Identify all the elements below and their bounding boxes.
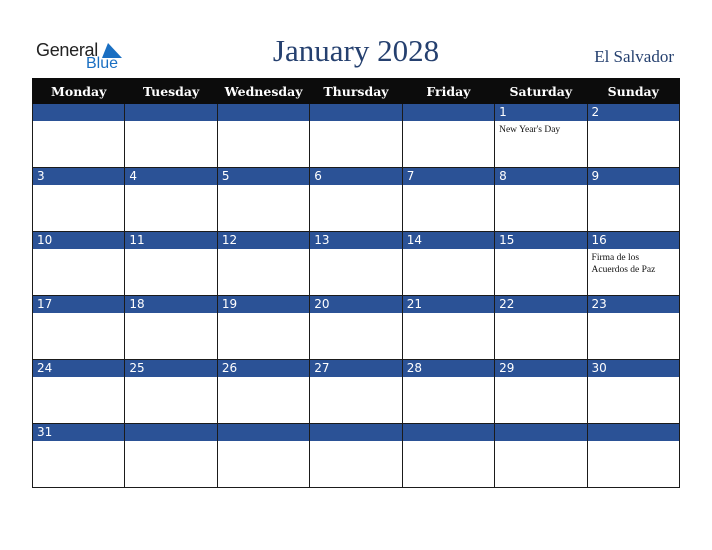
day-cell	[587, 168, 679, 232]
weekday-header: Saturday	[495, 79, 587, 104]
day-cell	[587, 232, 679, 296]
holiday-label	[218, 378, 309, 380]
holiday-label	[125, 378, 216, 380]
day-number: 25	[125, 360, 216, 378]
week-row	[33, 360, 680, 424]
day-cell	[310, 168, 402, 232]
weekday-header: Tuesday	[125, 79, 217, 104]
holiday-label	[403, 250, 494, 252]
holiday-label	[403, 442, 494, 444]
day-cell	[402, 168, 494, 232]
day-cell	[402, 360, 494, 424]
day-cell	[33, 296, 125, 360]
week-row	[33, 232, 680, 296]
day-cell	[495, 424, 587, 488]
day-number: 24	[33, 360, 124, 378]
day-number: 2	[588, 104, 679, 122]
day-cell	[402, 232, 494, 296]
holiday-label	[218, 250, 309, 252]
day-cell	[587, 104, 679, 168]
day-cell	[587, 424, 679, 488]
holiday-label	[588, 186, 679, 188]
day-cell	[402, 104, 494, 168]
day-number: 31	[33, 424, 124, 442]
day-number: 14	[403, 232, 494, 250]
day-cell	[217, 360, 309, 424]
day-number: 16	[588, 232, 679, 250]
weekday-header: Wednesday	[217, 79, 309, 104]
holiday-label	[218, 122, 309, 124]
holiday-label	[310, 250, 401, 252]
holiday-label	[495, 250, 586, 252]
day-number	[310, 104, 401, 122]
holiday-label	[588, 378, 679, 380]
day-number: 3	[33, 168, 124, 186]
day-number: 30	[588, 360, 679, 378]
holiday-label: New Year's Day	[499, 125, 561, 135]
holiday-label	[495, 442, 586, 444]
day-cell	[33, 360, 125, 424]
day-cell	[125, 296, 217, 360]
holiday-label	[310, 314, 401, 316]
day-number: 17	[33, 296, 124, 314]
holiday-label	[310, 378, 401, 380]
day-number: 11	[125, 232, 216, 250]
holiday-label	[403, 378, 494, 380]
day-number: 15	[495, 232, 586, 250]
holiday-label	[588, 314, 679, 316]
holiday-label	[218, 314, 309, 316]
holiday-label	[125, 314, 216, 316]
day-cell	[587, 360, 679, 424]
day-number	[403, 424, 494, 442]
day-number: 13	[310, 232, 401, 250]
holiday-label	[33, 122, 124, 124]
day-number	[218, 104, 309, 122]
holiday-label	[125, 250, 216, 252]
day-cell	[495, 168, 587, 232]
day-cell	[125, 360, 217, 424]
holiday-label	[588, 122, 679, 124]
day-number: 4	[125, 168, 216, 186]
day-cell	[33, 104, 125, 168]
day-number: 23	[588, 296, 679, 314]
holiday-label	[125, 186, 216, 188]
holiday-label	[33, 442, 124, 444]
day-cell	[125, 232, 217, 296]
day-cell	[402, 296, 494, 360]
calendar-title: January 2028	[272, 33, 440, 68]
holiday-label	[125, 122, 216, 124]
day-number: 12	[218, 232, 309, 250]
week-row	[33, 168, 680, 232]
day-cell	[310, 296, 402, 360]
day-number: 1	[495, 104, 586, 122]
day-number: 5	[218, 168, 309, 186]
day-cell	[495, 232, 587, 296]
day-number	[33, 104, 124, 122]
day-number	[495, 424, 586, 442]
holiday-label	[495, 378, 586, 380]
weekday-header-row	[33, 79, 680, 104]
holiday-label	[495, 186, 586, 188]
logo-blue-text: Blue	[86, 55, 119, 72]
day-number	[125, 424, 216, 442]
day-number: 19	[218, 296, 309, 314]
day-number: 20	[310, 296, 401, 314]
day-cell	[125, 424, 217, 488]
holiday-label	[218, 186, 309, 188]
day-number: 21	[403, 296, 494, 314]
holiday-label	[403, 186, 494, 188]
holiday-label	[310, 186, 401, 188]
holiday-label	[33, 186, 124, 188]
weekday-header: Friday	[402, 79, 494, 104]
day-cell	[33, 232, 125, 296]
holiday-label	[310, 442, 401, 444]
holiday-label: Firma de los Acuerdos de Paz	[591, 253, 656, 275]
holiday-label	[588, 442, 679, 444]
day-cell	[217, 424, 309, 488]
holiday-label	[403, 314, 494, 316]
week-row	[33, 296, 680, 360]
holiday-label	[495, 314, 586, 316]
weekday-header: Sunday	[587, 79, 679, 104]
holiday-label	[218, 442, 309, 444]
day-number	[588, 424, 679, 442]
week-row	[33, 424, 680, 488]
day-number: 27	[310, 360, 401, 378]
day-cell	[217, 104, 309, 168]
weekday-header: Thursday	[310, 79, 402, 104]
day-cell	[495, 104, 587, 168]
day-cell	[125, 104, 217, 168]
day-cell	[495, 360, 587, 424]
holiday-label	[310, 122, 401, 124]
day-cell	[310, 232, 402, 296]
day-number	[218, 424, 309, 442]
holiday-label	[125, 442, 216, 444]
day-cell	[217, 296, 309, 360]
weekday-header: Monday	[33, 79, 125, 104]
day-number: 29	[495, 360, 586, 378]
day-number: 22	[495, 296, 586, 314]
day-cell	[587, 296, 679, 360]
day-number: 28	[403, 360, 494, 378]
day-number: 6	[310, 168, 401, 186]
day-cell	[217, 232, 309, 296]
day-number: 7	[403, 168, 494, 186]
country-name: El Salvador	[594, 47, 674, 66]
calendar-grid	[32, 78, 680, 488]
day-number: 8	[495, 168, 586, 186]
day-cell	[310, 360, 402, 424]
day-number: 9	[588, 168, 679, 186]
day-cell	[217, 168, 309, 232]
day-number	[125, 104, 216, 122]
holiday-label	[33, 250, 124, 252]
holiday-label	[33, 314, 124, 316]
day-number: 26	[218, 360, 309, 378]
day-cell	[33, 168, 125, 232]
day-cell	[495, 296, 587, 360]
day-number	[310, 424, 401, 442]
day-cell	[33, 424, 125, 488]
day-number	[403, 104, 494, 122]
holiday-label	[33, 378, 124, 380]
day-number: 10	[33, 232, 124, 250]
week-row	[33, 104, 680, 168]
day-cell	[310, 104, 402, 168]
day-cell	[310, 424, 402, 488]
day-number: 18	[125, 296, 216, 314]
holiday-label	[403, 122, 494, 124]
day-cell	[402, 424, 494, 488]
day-cell	[125, 168, 217, 232]
logo-general-text: General	[36, 40, 98, 60]
